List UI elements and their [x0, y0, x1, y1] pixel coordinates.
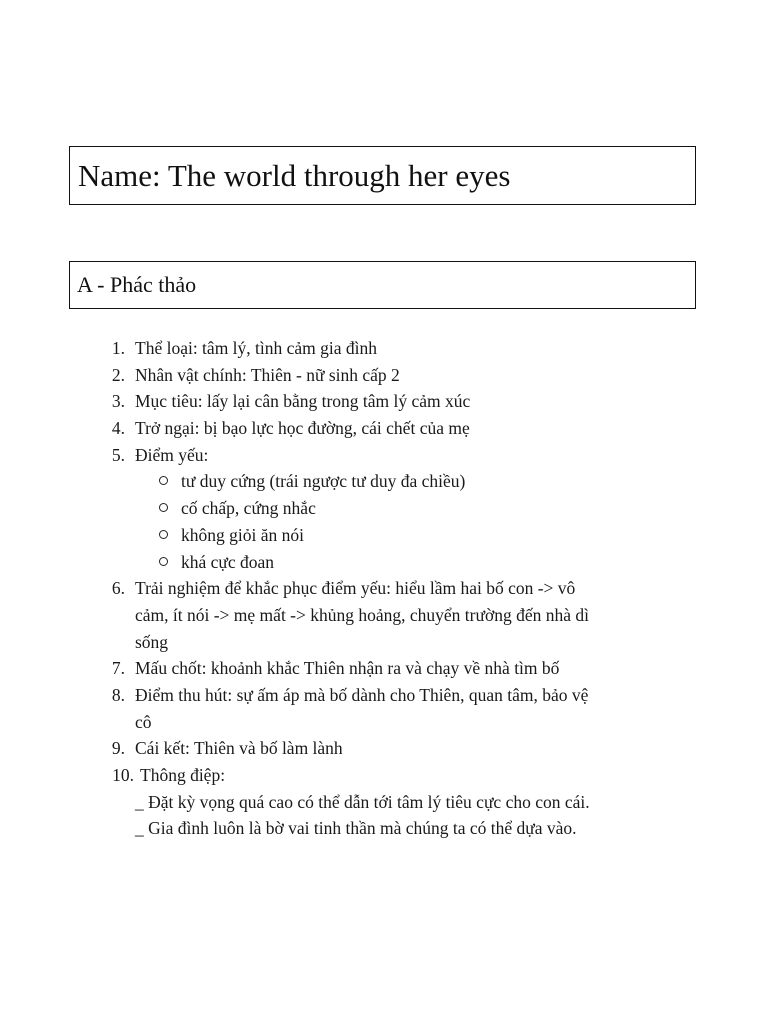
- list-item-number: 6.: [111, 578, 125, 599]
- list-item: [0, 415, 768, 442]
- list-item-number: 9.: [111, 738, 125, 759]
- list-item-continuation-text: cô: [135, 711, 152, 732]
- list-item-number: 7.: [111, 658, 125, 679]
- list-item-text: Mấu chốt: khoảnh khắc Thiên nhận ra và chạy về nhà tìm bố: [135, 658, 560, 679]
- sub-list-item: [0, 549, 768, 576]
- list-item-text: Điểm thu hút: sự ấm áp mà bố dành cho Thiên, quan tâm, bảo vệ: [135, 684, 589, 705]
- hollow-circle-bullet-icon: [159, 476, 168, 485]
- sub-list-item-text: cố chấp, cứng nhắc: [181, 498, 316, 519]
- list-item-number: 10.: [112, 765, 134, 785]
- list-item-number: 1.: [111, 338, 125, 358]
- list-item: [0, 442, 768, 469]
- hollow-circle-bullet-icon: [159, 530, 168, 539]
- list-item-number: 8.: [111, 684, 125, 705]
- sub-list-item: [0, 495, 768, 522]
- list-item-number: 4.: [111, 418, 125, 439]
- sub-list-item-text: không giỏi ăn nói: [181, 524, 304, 545]
- section-heading-box: [69, 261, 696, 309]
- sub-list-item: [0, 468, 768, 495]
- list-item: [0, 655, 768, 682]
- message-line: [0, 789, 768, 816]
- hollow-circle-bullet-icon: [159, 557, 168, 566]
- message-line: [0, 815, 768, 842]
- list-item-text: Trở ngại: bị bạo lực học đường, cái chết của mẹ: [135, 418, 470, 439]
- list-item-text: Điểm yếu:: [135, 444, 209, 465]
- list-item-text: Mục tiêu: lấy lại cân bằng trong tâm lý cảm xúc: [135, 391, 471, 412]
- sub-list-item-text: tư duy cứng (trái ngược tư duy đa chiều): [181, 471, 466, 492]
- name-title: Name: The world through her eyes: [78, 158, 511, 193]
- hollow-circle-bullet-icon: [159, 503, 168, 512]
- list-item-continuation-text: cảm, ít nói -> mẹ mất -> khủng hoảng, chuyển trường đến nhà dì: [135, 604, 590, 625]
- list-item-continuation: [0, 709, 768, 736]
- list-item-text: Nhân vật chính: Thiên - nữ sinh cấp 2: [135, 364, 400, 385]
- list-item-number: 2.: [111, 364, 125, 385]
- list-item: [0, 335, 768, 362]
- list-item: [0, 735, 768, 762]
- section-heading: A - Phác thảo: [77, 272, 197, 297]
- message-text: _ Gia đình luôn là bờ vai tinh thần mà chúng ta có thể dựa vào.: [135, 818, 577, 839]
- list-item-continuation: [0, 629, 768, 656]
- list-item-text: Trải nghiệm để khắc phục điểm yếu: hiểu lầm hai bố con -> vô: [135, 578, 576, 599]
- sub-list-item-text: khá cực đoan: [181, 551, 275, 572]
- list-item: [0, 575, 768, 602]
- list-item-text: Cái kết: Thiên và bố làm lành: [135, 738, 343, 759]
- outline-list: [0, 335, 768, 842]
- list-item-text: Thể loại: tâm lý, tình cảm gia đình: [135, 338, 378, 358]
- list-item-number: 5.: [111, 444, 125, 465]
- list-item-text: Thông điệp:: [140, 765, 226, 785]
- list-item-number: 3.: [111, 391, 125, 412]
- list-item: [0, 682, 768, 709]
- list-item: [0, 762, 768, 789]
- list-item: [0, 388, 768, 415]
- message-text: _ Đặt kỳ vọng quá cao có thể dẫn tới tâm lý tiêu cực cho con cái.: [135, 791, 590, 812]
- name-title-box: [69, 146, 696, 205]
- list-item-continuation-text: sống: [135, 631, 169, 652]
- list-item: [0, 362, 768, 389]
- list-item-continuation: [0, 602, 768, 629]
- sub-list-item: [0, 522, 768, 549]
